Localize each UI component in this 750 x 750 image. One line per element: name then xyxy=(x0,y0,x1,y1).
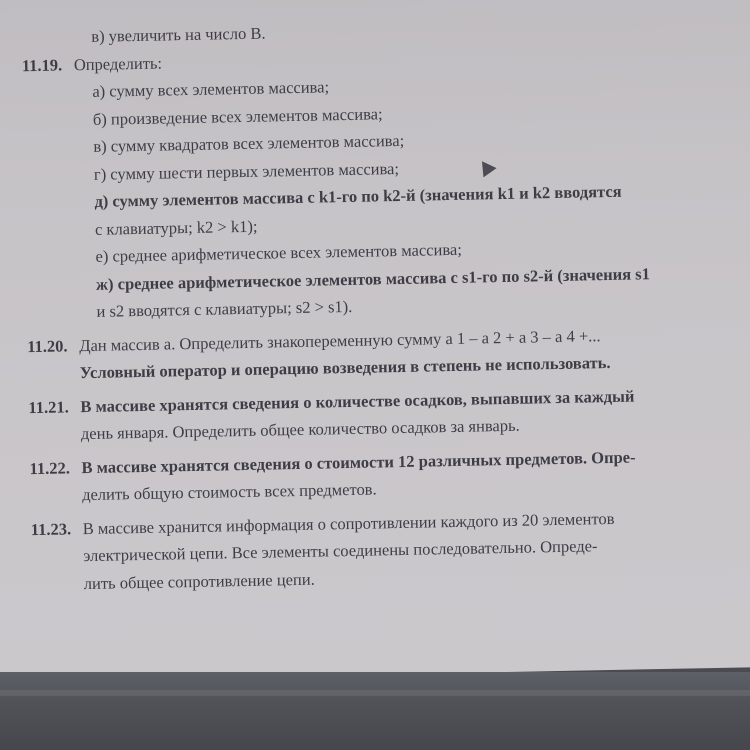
item-d-line1: д) сумму элементов массива с k1-го по k2-й (значения k1 и k2 вводятся xyxy=(94,181,622,211)
task-text-line: делить общую стоимость всех предметов. xyxy=(81,479,377,505)
task-heading: Определить: xyxy=(73,53,163,74)
screen-bezel xyxy=(0,672,750,750)
page-content xyxy=(21,11,742,599)
task-text-line: день января. Определить общее количество осадков за январь. xyxy=(80,415,520,444)
task-number: 11.21. xyxy=(28,396,69,417)
task-text-line: электрической цепи. Все элементы соединены последовательно. Опреде- xyxy=(83,536,598,566)
screen-edge-highlight xyxy=(0,690,750,696)
item-e: е) среднее арифметическое всех элементов массива; xyxy=(95,239,463,266)
task-number: 11.23. xyxy=(30,518,72,539)
task-text-line: лить общее сопротивление цепи. xyxy=(83,569,315,593)
item-a: а) сумму всех элементов массива; xyxy=(92,77,330,101)
task-text-line: Условный оператор и операцию возведения в степень не использовать. xyxy=(79,352,611,383)
task-text-line: Дан массив a. Определить знакопеременную сумму a 1 – a 2 + a 3 – a 4 +... xyxy=(79,325,601,355)
task-number: 11.22. xyxy=(29,457,71,478)
item-d-line2: с клавиатуры; k2 > k1); xyxy=(94,216,258,239)
item-g: г) сумму шести первых элементов массива; xyxy=(93,158,400,184)
task-11-19 xyxy=(22,38,737,327)
task-number: 11.19. xyxy=(21,54,63,75)
item-b: б) произведение всех элементов массива; xyxy=(92,103,383,129)
item-zh-line2: и s2 вводятся с клавиатуры; s2 > s1). xyxy=(96,296,353,321)
task-number: 11.20. xyxy=(27,335,68,356)
task-11-23 xyxy=(30,502,741,598)
item-v: в) сумму квадратов всех элементов массива; xyxy=(93,130,405,156)
task-text-line: В массиве хранятся сведения о количестве осадков, выпавших за каждый xyxy=(80,386,635,416)
task-text-line: В массиве хранятся сведения о стоимости 12 различных предметов. Опре- xyxy=(81,447,636,477)
task-text-line: В массиве хранится информация о сопротивлении каждого из 20 элементов xyxy=(82,508,615,538)
item-zh-line1: ж) среднее арифметическое элементов массива с s1-го по s2-й (значения s1 xyxy=(95,263,651,294)
item-v-prev: в) увеличить на число B. xyxy=(91,23,266,46)
